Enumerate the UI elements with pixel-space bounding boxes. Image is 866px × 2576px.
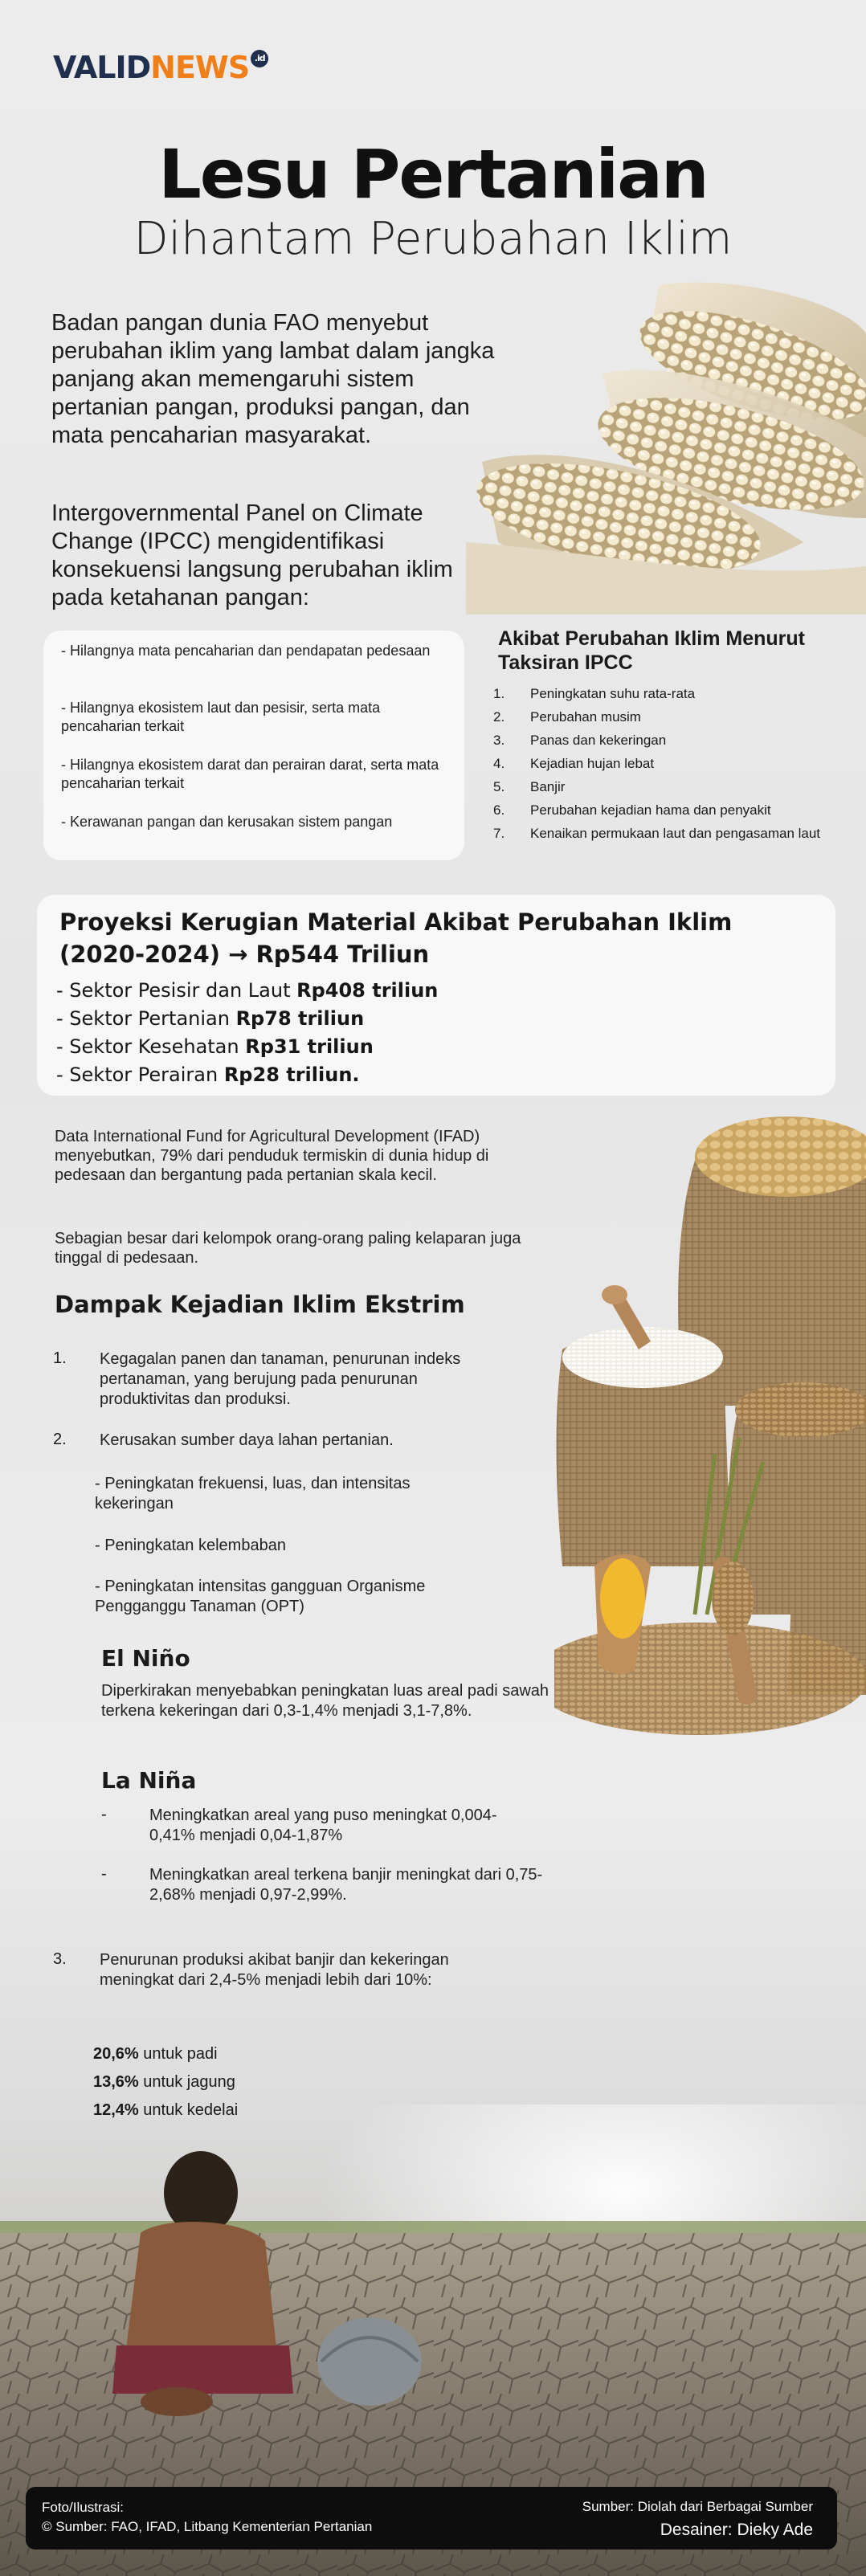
projection-row: - Sektor Kesehatan Rp31 triliun: [56, 1035, 374, 1058]
stat-row: 20,6% untuk padi: [93, 2045, 218, 2063]
sub-item: - Peningkatan kelembaban: [95, 1537, 286, 1554]
list-item: - Hilangnya ekosistem darat dan perairan darat, serta mata pencaharian terkait: [61, 757, 439, 791]
list-item: - Hilangnya ekosistem laut dan pesisir, serta mata pencaharian terkait: [61, 700, 381, 734]
sub-item: - Peningkatan frekuensi, luas, dan intensitas kekeringan: [95, 1475, 411, 1513]
bullet-dash: -: [101, 1865, 107, 1883]
la-nina-item: Meningkatkan areal yang puso meningkat 0,004-0,41% menjadi 0,04-1,87%: [149, 1806, 497, 1844]
corn-illustration: [466, 277, 866, 614]
dampak-item-2: Kerusakan sumber daya lahan pertanian.: [100, 1431, 394, 1449]
el-nino-title: El Niño: [101, 1645, 190, 1672]
item-number: 3.: [53, 1950, 67, 1968]
bullet-dash: -: [101, 1806, 107, 1823]
grain-sacks-illustration: [554, 1117, 866, 1839]
sub-item: - Peningkatan intensitas gangguan Organisme Pengganggu Tanaman (OPT): [95, 1578, 426, 1615]
photo-credit: Foto/Ilustrasi: © Sumber: FAO, IFAD, Litbang Kementerian Pertanian: [42, 2500, 373, 2534]
ipcc-title: Akibat Perubahan Iklim Menurut Taksiran IPCC: [498, 627, 806, 674]
consequences-box: [43, 631, 464, 860]
validnews-logo: VALIDNEWS .id: [53, 50, 268, 85]
list-item: - Kerawanan pangan dan kerusakan sistem pangan: [61, 814, 393, 830]
dampak-item-3: Penurunan produksi akibat banjir dan kekeringan meningkat dari 2,4-5% menjadi lebih dari 10%:: [100, 1951, 449, 1989]
page-subtitle: Dihantam Perubahan Iklim: [133, 213, 733, 265]
ifad-paragraph: Data International Fund for Agricultural Development (IFAD) menyebutkan, 79% dari penduduk termiskin di dunia hidup di pedesaan dan bergantung pada pertanian skala kecil.: [55, 1128, 489, 1184]
dampak-title: Dampak Kejadian Iklim Ekstrim: [55, 1291, 465, 1318]
ifad-paragraph-2: Sebagian besar dari kelompok orang-orang paling kelaparan juga tinggal di pedesaan.: [55, 1230, 521, 1267]
projection-title: Proyeksi Kerugian Material Akibat Perubahan Iklim (2020-2024) → Rp544 Triliun: [59, 908, 733, 968]
la-nina-title: La Niña: [101, 1767, 197, 1794]
intro-fao: Badan pangan dunia FAO menyebut perubahan iklim yang lambat dalam jangka panjang akan memengaruhi sistem pertanian pangan, produksi pangan, dan mata pencaharian masyarakat.: [51, 310, 495, 448]
projection-row: - Sektor Perairan Rp28 triliun.: [56, 1063, 360, 1086]
dampak-item-1: Kegagalan panen dan tanaman, penurunan indeks pertanaman, yang berujung pada penurunan produktivitas dan produksi.: [100, 1350, 461, 1408]
source-credit: Sumber: Diolah dari Berbagai Sumber: [582, 2499, 813, 2514]
designer-credit: Desainer: Dieky Ade: [660, 2521, 813, 2539]
stat-row: 13,6% untuk jagung: [93, 2073, 235, 2091]
la-nina-item: Meningkatkan areal terkena banjir meningkat dari 0,75-2,68% menjadi 0,97-2,99%.: [149, 1866, 543, 1904]
intro-ipcc: Intergovernmental Panel on Climate Change (IPCC) mengidentifikasi konsekuensi langsung perubahan iklim pada ketahanan pangan:: [51, 500, 453, 610]
projection-row: - Sektor Pertanian Rp78 triliun: [56, 1007, 365, 1030]
item-number: 1.: [53, 1349, 67, 1367]
item-number: 2.: [53, 1431, 67, 1448]
projection-row: - Sektor Pesisir dan Laut Rp408 triliun: [56, 979, 439, 1002]
page-title: Lesu Pertanian: [158, 135, 708, 214]
el-nino-text: Diperkirakan menyebabkan peningkatan luas areal padi sawah terkena kekeringan dari 0,3-1,4% menjadi 3,1-7,8%.: [101, 1682, 549, 1720]
list-item: - Hilangnya mata pencaharian dan pendapatan pedesaan: [61, 643, 431, 659]
